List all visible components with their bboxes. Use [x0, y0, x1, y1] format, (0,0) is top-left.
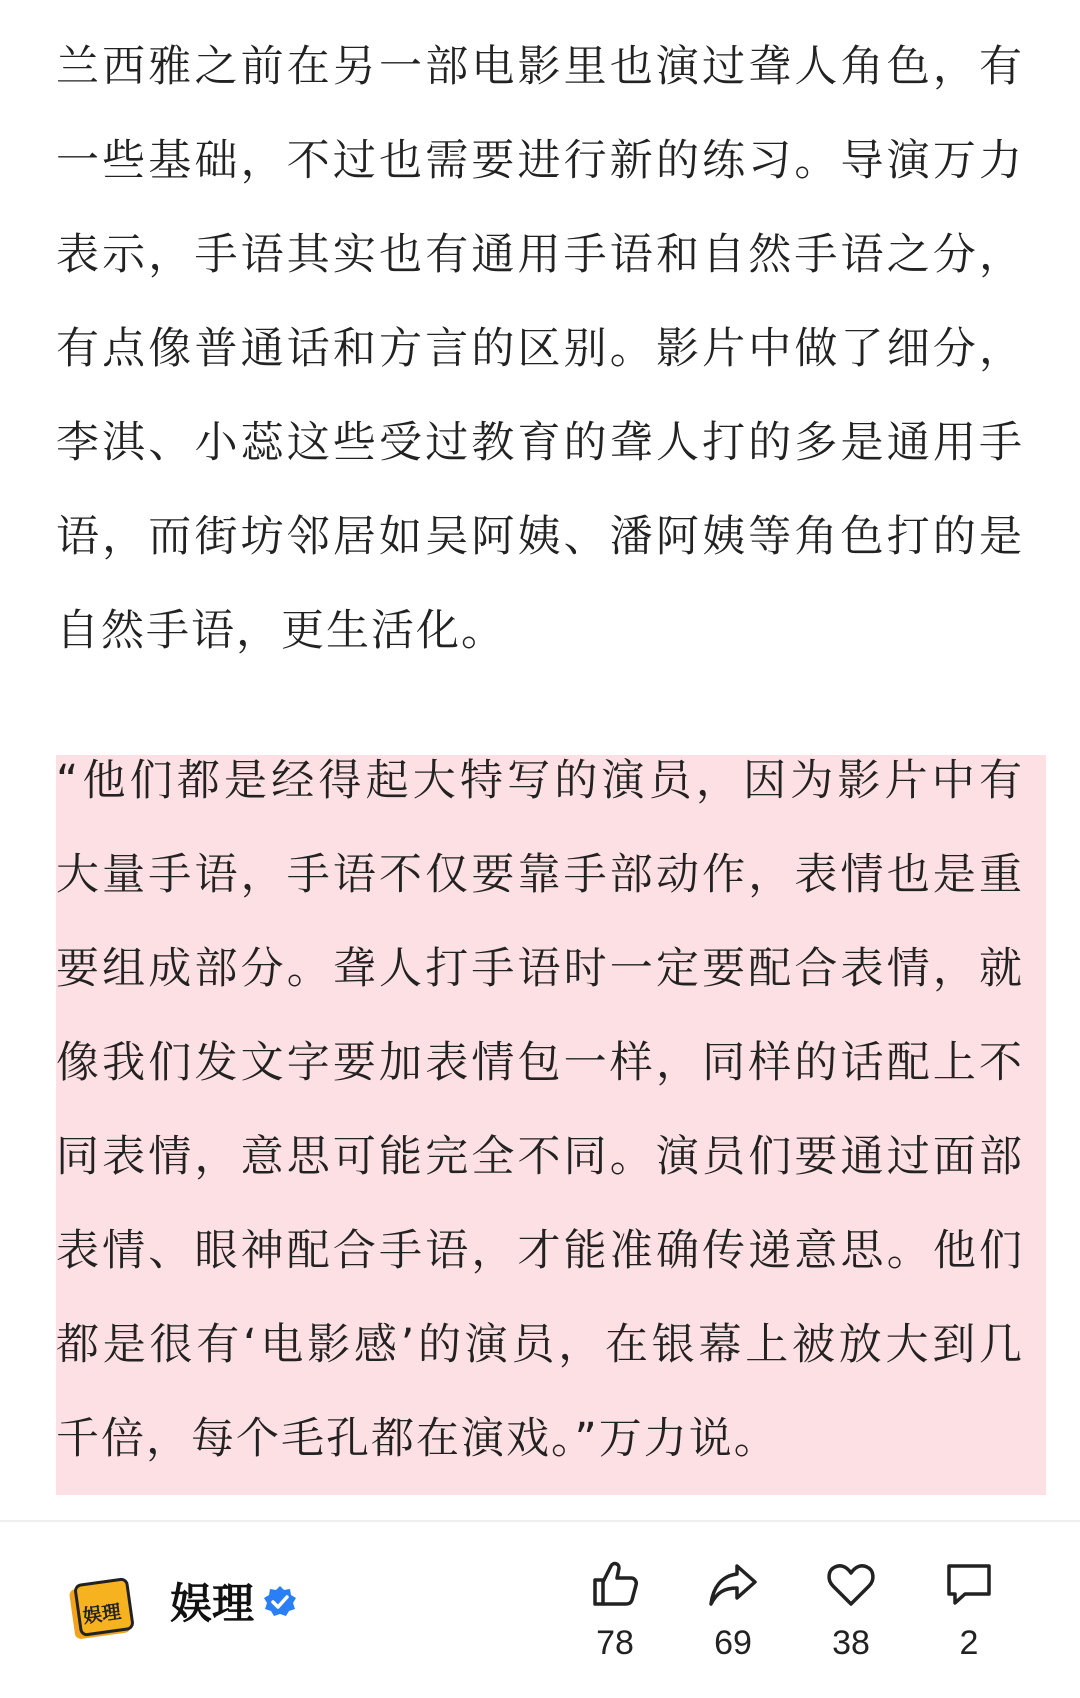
- comment-count: 2: [959, 1624, 979, 1662]
- author-name[interactable]: 娱理: [170, 1579, 255, 1628]
- heart-icon: [825, 1558, 877, 1610]
- verified-badge-icon: [262, 1584, 298, 1620]
- share-button[interactable]: [688, 1558, 778, 1663]
- share-arrow-icon: [707, 1558, 759, 1610]
- share-count: 69: [714, 1624, 752, 1662]
- svg-text:娱理: 娱理: [81, 1600, 123, 1628]
- author-logo-icon: [68, 1576, 138, 1646]
- article-quote: “他们都是经得起大特写的演员，因为影片中有大量手语，手语不仅要靠手部动作，表情也是重要组成部分。聋人打手语时一定要配合表情，就像我们发文字要加表情包一样，同样的话配上不同表情，意思可能完全不同。演员们要通过面部表情、眼神配合手语，才能准确传递意思。他们都是很有‘电影感’的演员，在银幕上被放大到几千倍，每个毛孔都在演戏。”万力说。: [56, 756, 1024, 1464]
- article-paragraph: 兰西雅之前在另一部电影里也演过聋人角色，有一些基础，不过也需要进行新的练习。导演万力表示，手语其实也有通用手语和自然手语之分，有点像普通话和方言的区别。影片中做了细分，李淇、小蕊这些受过教育的聋人打的多是通用手语，而街坊邻居如吴阿姨、潘阿姨等角色打的是自然手语，更生活化。: [56, 42, 1024, 656]
- post-footer: [0, 1522, 1080, 1698]
- like-count: 78: [596, 1624, 634, 1662]
- favorite-button[interactable]: [806, 1558, 896, 1663]
- favorite-count: 38: [832, 1624, 870, 1662]
- comment-button[interactable]: [924, 1558, 1014, 1663]
- article-body: [56, 20, 1024, 678]
- comment-bubble-icon: [943, 1558, 995, 1610]
- like-button[interactable]: [570, 1558, 660, 1663]
- author-avatar[interactable]: [68, 1576, 138, 1646]
- thumbs-up-icon: [589, 1558, 641, 1610]
